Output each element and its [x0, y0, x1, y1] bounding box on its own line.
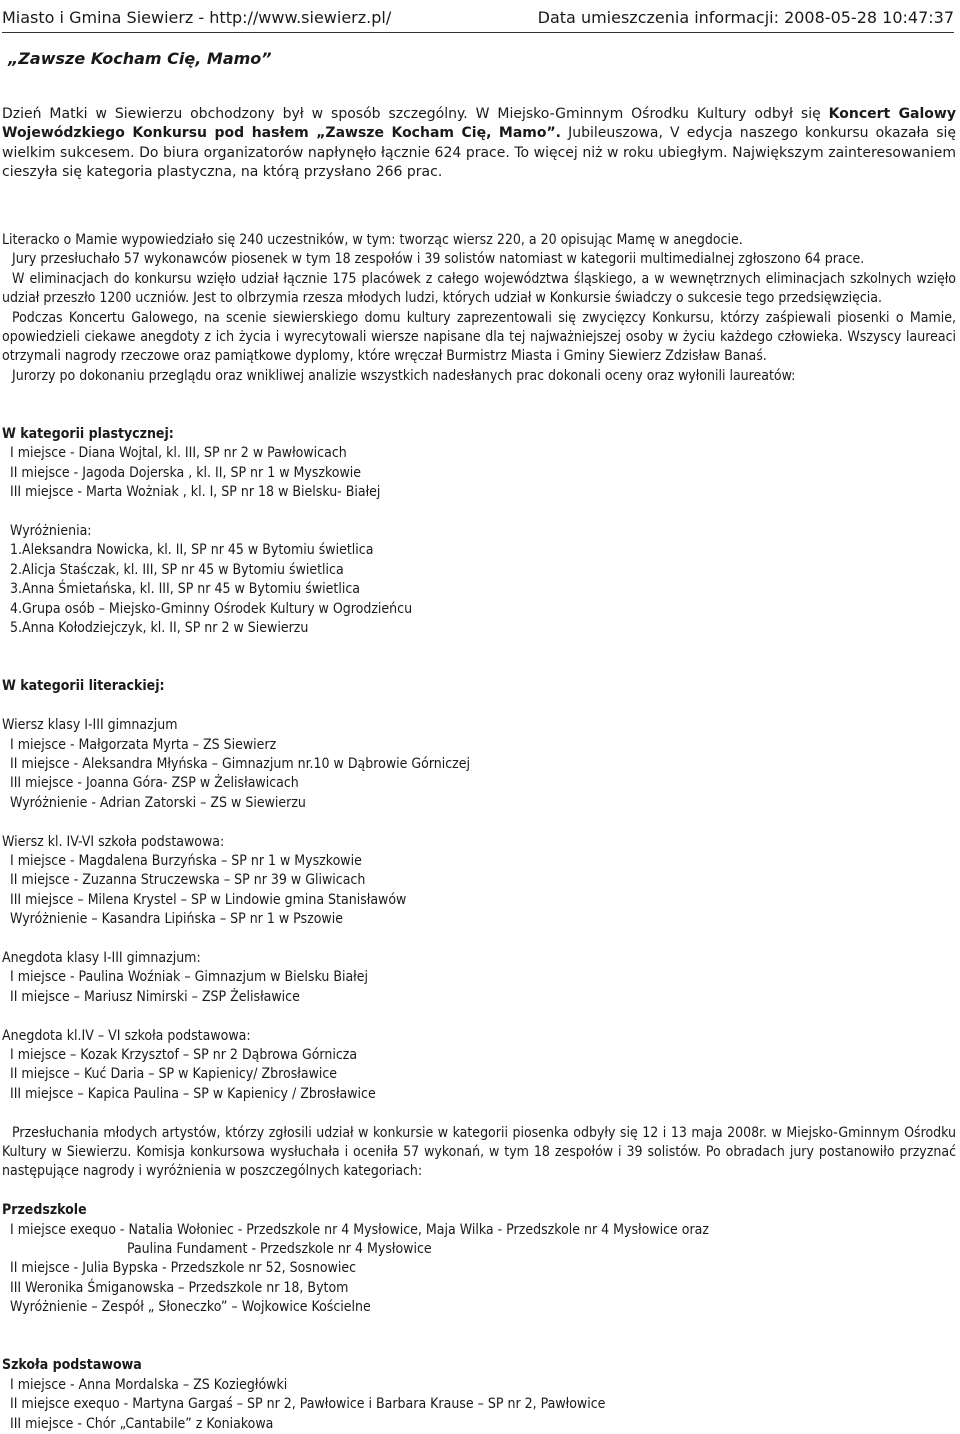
publish-date: Data umieszczenia informacji: 2008-05-28 10:47:37: [537, 7, 954, 27]
list-item: I miejsce - Anna Mordalska – ZS Koziegłówki: [10, 1376, 288, 1393]
paragraph: Jurorzy po dokonaniu przeglądu oraz wnikliwej analizie wszystkich nadesłanych prac dokonali oceny oraz wyłonili laureatów:: [12, 367, 796, 384]
list-item: 3.Anna Śmietańska, kl. III, SP nr 45 w Bytomiu świetlica: [10, 581, 360, 598]
list-item: 2.Alicja Staśczak, kl. III, SP nr 45 w Bytomiu świetlica: [10, 561, 344, 578]
section-heading: Szkoła podstawowa: [2, 1357, 142, 1374]
list-item: Wyróżnienie - Adrian Zatorski – ZS w Siewierzu: [10, 794, 306, 811]
page-header: [2, 2, 954, 33]
section-heading: Przedszkole: [2, 1202, 87, 1219]
list-item: I miejsce - Magdalena Burzyńska – SP nr 1 w Myszkowie: [10, 852, 362, 869]
article-title: „Zawsze Kocham Cię, Mamo”: [8, 49, 272, 68]
intro-paragraph: [2, 105, 956, 183]
list-item: II miejsce - Julia Bурska - Przedszkole nr 52, Sosnowiec: [10, 1260, 357, 1277]
list-item: I miejsce – Kozak Krzysztof – SP nr 2 Dąbrowa Górnicza: [10, 1046, 358, 1063]
section-heading: W kategorii plastycznej:: [2, 426, 174, 443]
list-item: I miejsce - Diana Wojtal, kl. III, SP nr 2 w Pawłowicach: [10, 445, 347, 462]
list-item-continuation: Paulina Fundament - Przedszkole nr 4 Mysłowice: [127, 1240, 432, 1257]
subsection-label: Wyróżnienia:: [10, 523, 92, 540]
intro-text-a: Dzień Matki w Siewierzu obchodzony był w sposób szczególny. W Miejsko-Gminnym Ośrodku Kultury odbył się: [2, 106, 829, 122]
list-item: III Weronika Śmiganowska – Przedszkole nr 18, Bytom: [10, 1279, 349, 1296]
list-item: I miejsce exequo - Natalia Wołoniec - Przedszkole nr 4 Mysłowice, Maja Wilka - Przedszkole nr 4 Mysłowice oraz: [10, 1221, 710, 1238]
list-item: Wyróżnienie – Kasandra Lipińska – SP nr 1 w Pszowie: [10, 911, 343, 928]
list-item: II miejsce - Zuzanna Struczewska – SP nr 39 w Gliwicach: [10, 872, 366, 889]
list-item: III miejsce - Chór „Cantabile” z Koniakowa: [10, 1415, 274, 1432]
article-content: [2, 231, 956, 1434]
site-name: Miasto i Gmina Siewierz - http://www.siewierz.pl/: [2, 7, 392, 27]
list-item: II miejsce – Kuć Daria – SP w Kapienicy/ Zbrosławice: [10, 1066, 338, 1083]
section-heading: W kategorii literackiej:: [2, 678, 165, 695]
list-item: I miejsce - Paulina Woźniak – Gimnazjum w Bielsku Białej: [10, 969, 369, 986]
list-item: III miejsce - Marta Wożniak , kl. I, SP nr 18 w Bielsku- Białej: [10, 484, 381, 501]
list-item: 4.Grupa osób – Miejsko-Gminny Ośrodek Kultury w Ogrodzieńcu: [10, 600, 413, 617]
list-item: II miejsce exequo - Martyna Gargaś – SP nr 2, Pawłowice i Barbara Krause – SP nr 2, Pawłowice: [10, 1396, 606, 1413]
list-item: I miejsce - Małgorzata Myrta – ZS Siewierz: [10, 736, 277, 753]
paragraph: Literacko o Mamie wypowiedziało się 240 uczestników, w tym: tworząc wiersz 220, a 20 opisując Mamę w anegdocie.: [2, 232, 743, 248]
paragraph: Podczas Koncertu Galowego, na scenie siewierskiego domu kultury zaprezentowali się zwycięzcy Konkursu, którzy zaśpiewali piosenki o Mamie, opowiedzieli ciekawe anegdoty z ich życia i wyrecytowali wiersze napisane dla tej najważniejszej osoby w życiu każdego człowieka. Wszyscy laureaci otrzymali nagrody rzeczowe oraz pamiątkowe dyplomy, które wręczał Burmistrz Miasta i Gminy Siewierz Zdzisław Banaś.: [2, 309, 956, 365]
paragraph: Jury przesłuchało 57 wykonawców piosenek w tym 18 zespołów i 39 solistów natomiast w kategorii multimedialnej zgłoszono 64 prace.: [12, 251, 865, 268]
list-item: Wyróżnienie – Zespół „ Słoneczko” – Wojkowice Kościelne: [10, 1299, 371, 1316]
list-item: II miejsce - Jagoda Dojerska , kl. II, SP nr 1 w Myszkowie: [10, 464, 362, 481]
list-item: II miejsce – Mariusz Nimirski – ZSP Żelisławice: [10, 988, 300, 1005]
paragraph: W eliminacjach do konkursu wzięło udział łącznie 175 placówek z całego województwa śląskiego, a w wewnętrznych eliminacjach szkolnych wzięło udział przeszło 1200 uczniów. Jest to olbrzymia rzesza młodych ludzi, których udział w Konkursie świadczy o sukcesie tego przedsięwzięcia.: [2, 270, 956, 307]
list-item: 5.Anna Kołodziejczyk, kl. II, SP nr 2 w Siewierzu: [10, 620, 309, 637]
subsection-label: Anegdota klasy I-III gimnazjum:: [2, 949, 201, 966]
list-item: II miejsce - Aleksandra Młyńska – Gimnazjum nr.10 w Dąbrowie Górniczej: [10, 755, 471, 772]
subsection-label: Wiersz klasy I-III gimnazjum: [2, 717, 178, 734]
list-item: 1.Aleksandra Nowicka, kl. II, SP nr 45 w Bytomiu świetlica: [10, 542, 374, 559]
paragraph: Przesłuchania młodych artystów, którzy zgłosili udział w konkursie w kategorii piosenka odbyły się 12 i 13 maja 2008r. w Miejsko-Gminnym Ośrodku Kultury w Siewierzu. Komisja konkursowa wysłuchała i oceniła 57 wykonań, w tym 18 zespołów i 39 solistów. Po obradach jury postanowiło przyznać następujące nagrody i wyróżnienia w poszczególnych kategoriach:: [2, 1124, 956, 1180]
subsection-label: Wiersz kl. IV-VI szkoła podstawowa:: [2, 833, 225, 850]
list-item: III miejsce – Kapica Paulina – SP w Kapienicy / Zbrosławice: [10, 1085, 376, 1102]
subsection-label: Anegdota kl.IV – VI szkoła podstawowa:: [2, 1027, 251, 1044]
list-item: III miejsce – Milena Krystel – SP w Lindowie gmina Stanisławów: [10, 891, 407, 908]
list-item: III miejsce - Joanna Góra- ZSP w Żelisławicach: [10, 775, 299, 792]
intro-text-c: Jubileuszowa, V edycja naszego konkursu okazała się wielkim sukcesem. Do biura organizatorów napłynęło łącznie 624 prace. To więcej niż w roku ubiegłym. Największym zainteresowaniem cieszyła się kategoria plastyczna, na którą przysłano 266 prac.: [2, 125, 956, 181]
intro-text-bold: Koncert Galowy Wojewódzkiego Konkursu pod hasłem „Zawsze Kocham Cię, Mamo”.: [2, 106, 956, 142]
